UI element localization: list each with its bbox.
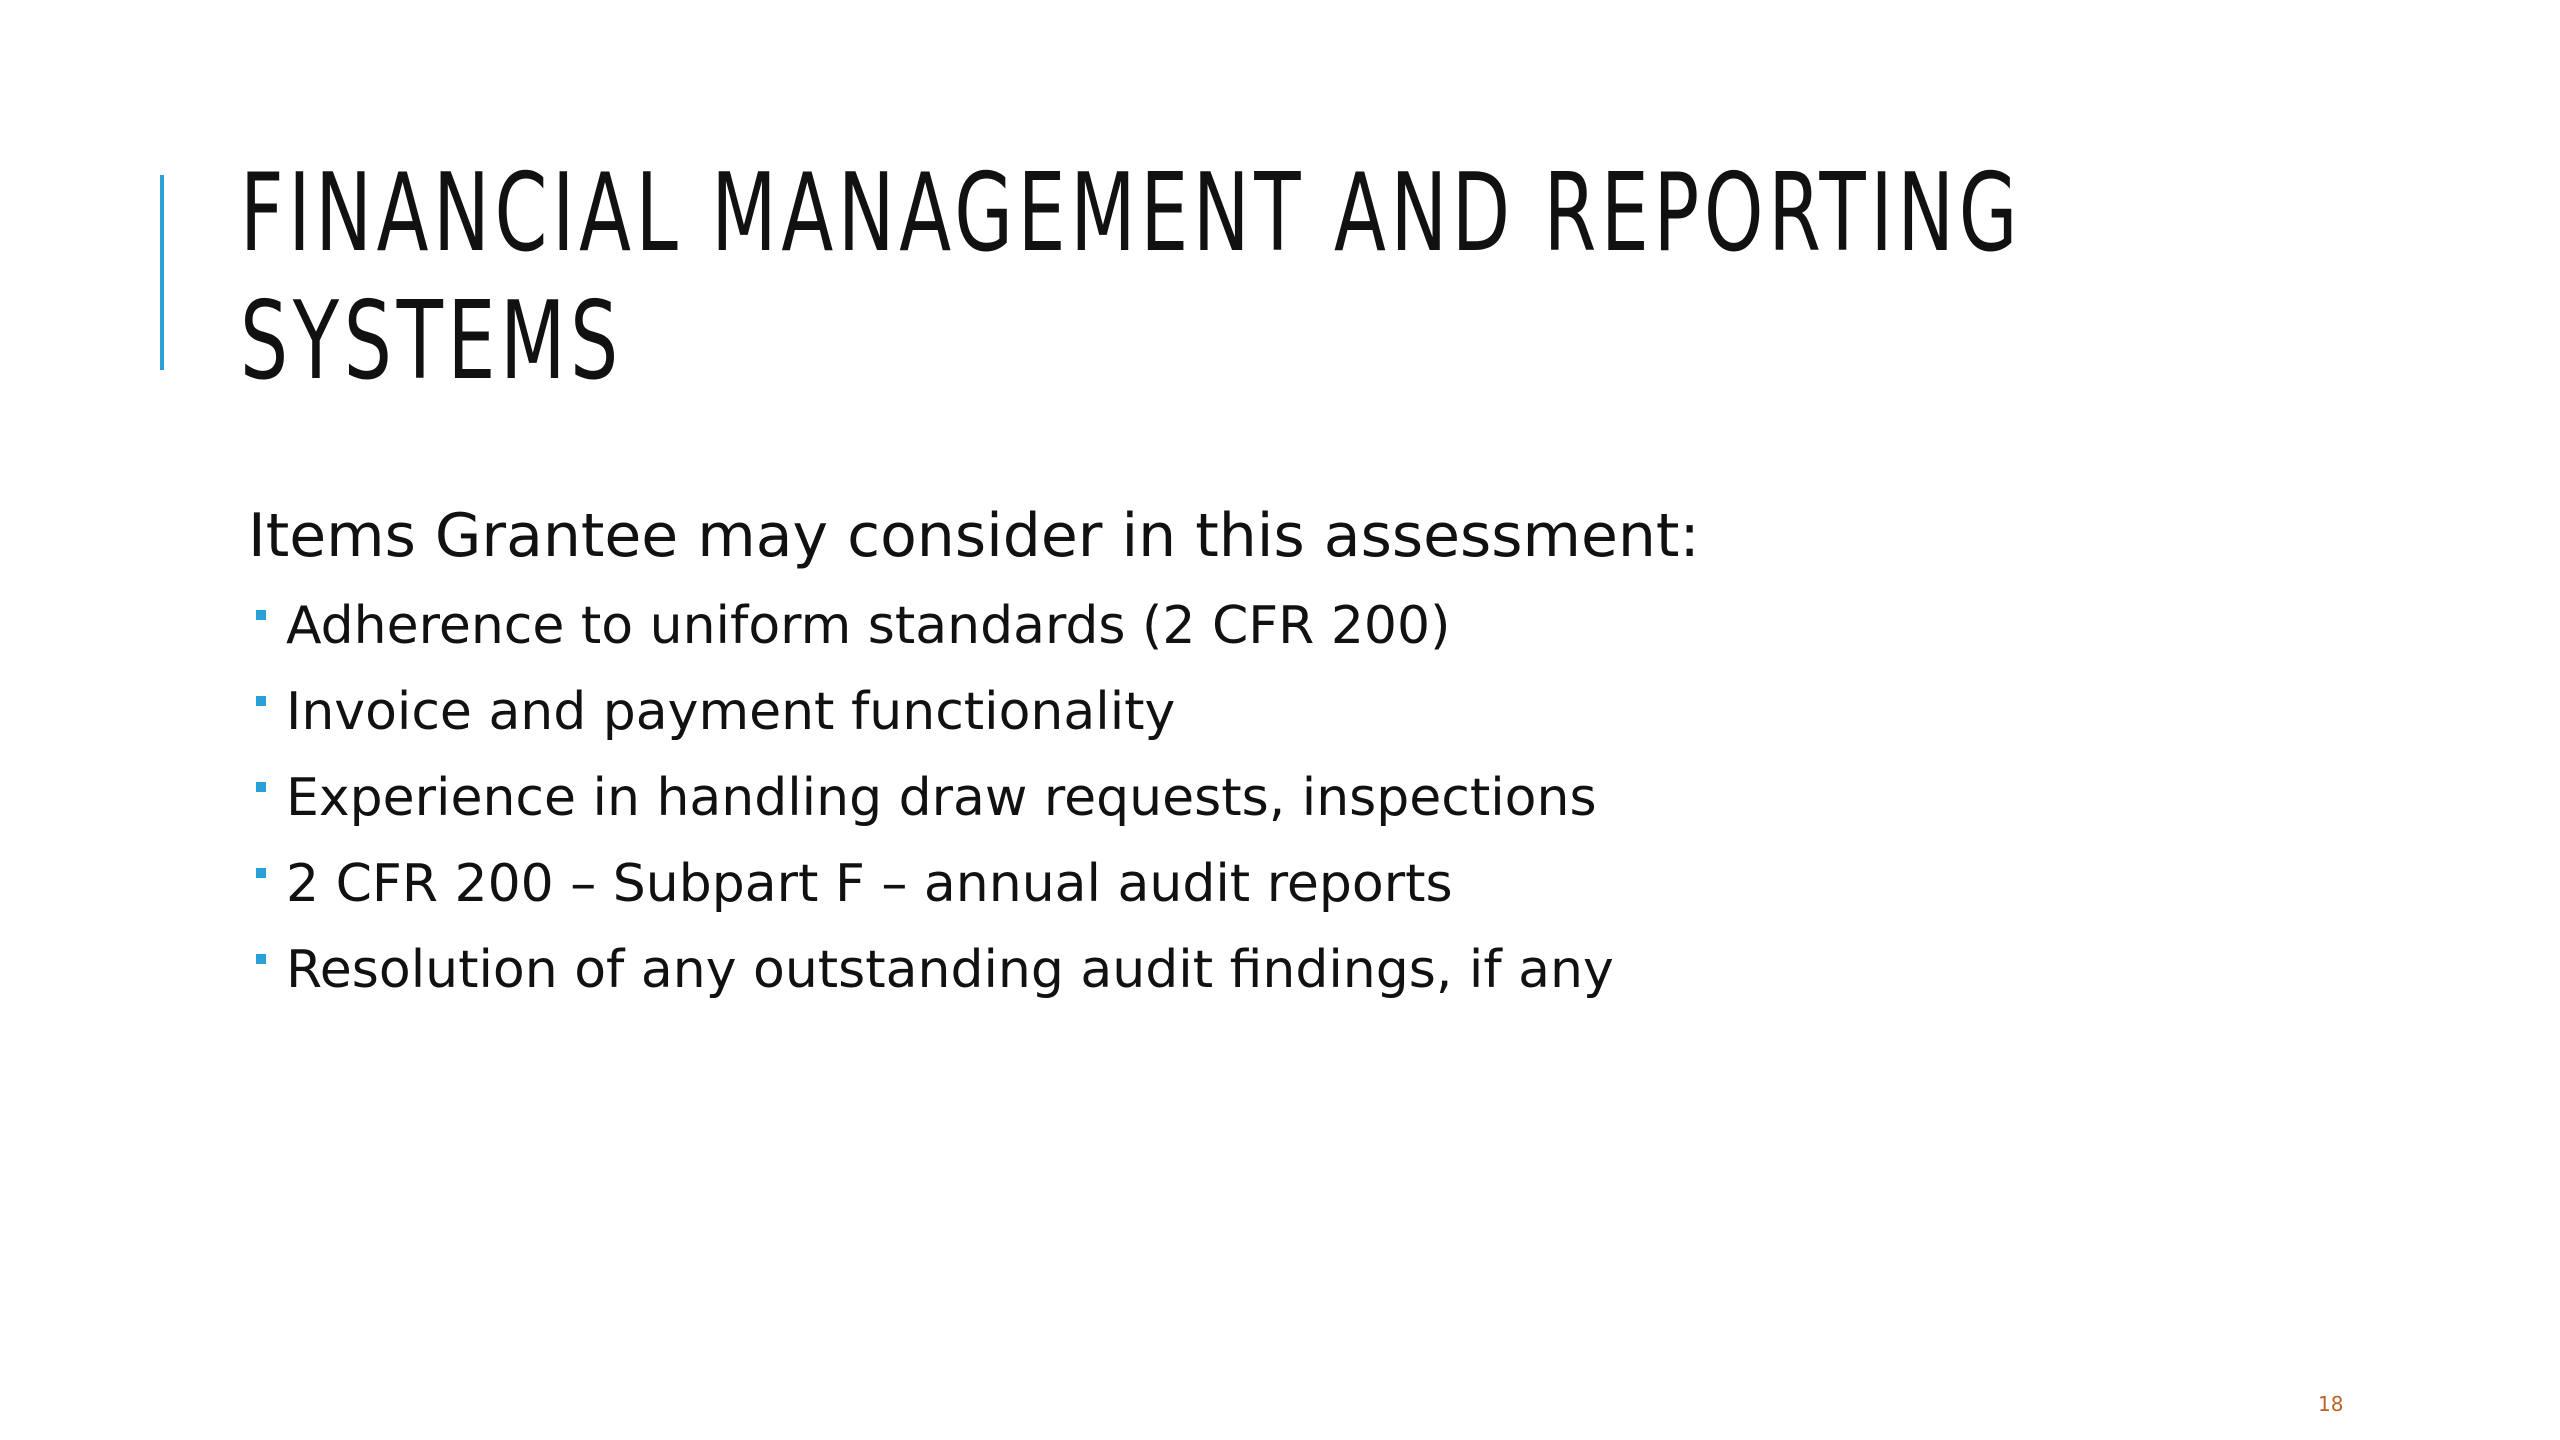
bullet-item xyxy=(256,762,1614,848)
square-bullet-icon xyxy=(256,610,266,620)
square-bullet-icon xyxy=(256,868,266,878)
bullet-text: Invoice and payment functionality xyxy=(286,682,1176,742)
bullet-item xyxy=(256,590,1614,676)
slide-title-line-2: SYSTEMS xyxy=(240,279,623,404)
bullet-text: Experience in handling draw requests, inspections xyxy=(286,768,1597,828)
square-bullet-icon xyxy=(256,782,266,792)
bullet-item xyxy=(256,934,1614,1020)
slide-title xyxy=(240,150,2023,406)
bullet-text: 2 CFR 200 – Subpart F – annual audit reports xyxy=(286,854,1453,914)
bullet-text: Resolution of any outstanding audit findings, if any xyxy=(286,940,1614,1000)
bullet-item xyxy=(256,848,1614,934)
page-number: 18 xyxy=(2318,1392,2344,1416)
title-accent-bar xyxy=(160,175,164,370)
bullet-item xyxy=(256,676,1614,762)
intro-text: Items Grantee may consider in this assessment: xyxy=(248,501,1700,571)
square-bullet-icon xyxy=(256,696,266,706)
bullet-text: Adherence to uniform standards (2 CFR 200) xyxy=(286,596,1451,656)
bullet-list xyxy=(256,590,1614,1020)
square-bullet-icon xyxy=(256,954,266,964)
slide-title-line-1: FINANCIAL MANAGEMENT AND REPORTING xyxy=(240,151,2023,276)
